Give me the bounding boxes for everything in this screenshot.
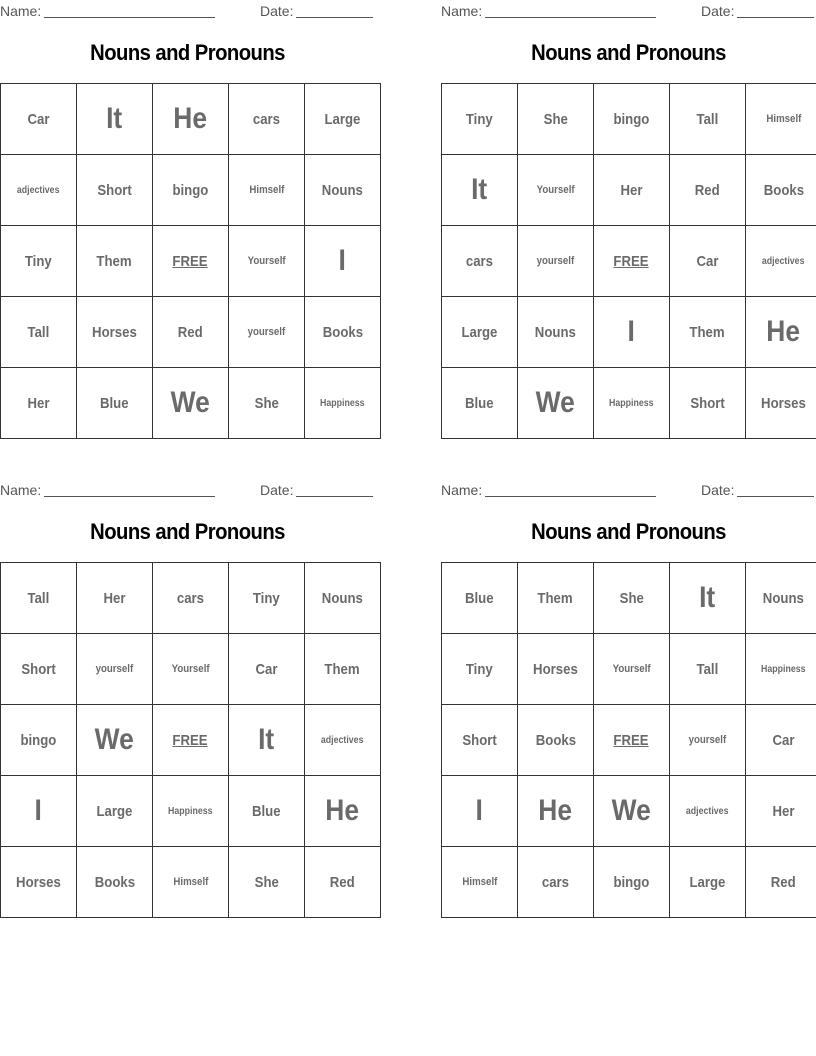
bingo-cell[interactable] (153, 776, 229, 847)
bingo-cell-word: FREE (613, 731, 650, 749)
bingo-cell-word: Books (535, 731, 576, 749)
bingo-cell[interactable] (1, 368, 77, 439)
bingo-cell[interactable] (1, 847, 77, 918)
bingo-cell[interactable] (442, 84, 518, 155)
bingo-cell[interactable] (746, 776, 816, 847)
bingo-cell[interactable] (1, 297, 77, 368)
grid-row (1, 155, 381, 226)
bingo-cell-word: Horses (533, 660, 578, 678)
bingo-cell[interactable] (670, 84, 746, 155)
bingo-cell[interactable] (518, 563, 594, 634)
date-blank[interactable] (296, 3, 373, 18)
bingo-cell[interactable] (77, 155, 153, 226)
bingo-cell-word: We (94, 723, 135, 756)
name-field (0, 3, 215, 19)
bingo-cell-word: We (170, 386, 211, 419)
bingo-cell-word: bingo (613, 873, 650, 891)
bingo-cell[interactable] (153, 368, 229, 439)
bingo-card-1 (0, 0, 375, 440)
bingo-cell[interactable] (229, 705, 305, 776)
name-field (441, 482, 656, 498)
bingo-cell[interactable] (77, 847, 153, 918)
bingo-cell-word: Short (462, 731, 497, 749)
bingo-cell-word: Books (763, 181, 804, 199)
bingo-cell-word: It (471, 173, 488, 206)
grid-row (442, 155, 816, 226)
grid-row (442, 368, 816, 439)
bingo-cell-word: Large (324, 110, 361, 128)
bingo-cell[interactable] (1, 634, 77, 705)
grid-row (442, 634, 816, 705)
grid-row (1, 634, 381, 705)
free-space-cell[interactable] (153, 226, 229, 297)
bingo-cell[interactable] (670, 368, 746, 439)
bingo-cell-word: It (699, 581, 716, 614)
bingo-cell[interactable] (670, 705, 746, 776)
bingo-cell[interactable] (746, 563, 816, 634)
bingo-cell[interactable] (305, 634, 381, 705)
date-label: Date: (701, 3, 735, 19)
bingo-cell[interactable] (442, 705, 518, 776)
bingo-cell[interactable] (442, 226, 518, 297)
bingo-cell[interactable] (153, 634, 229, 705)
bingo-cell[interactable] (670, 847, 746, 918)
bingo-cell-word: Blue (465, 589, 494, 607)
bingo-cell[interactable] (1, 705, 77, 776)
bingo-cell-word: yourself (95, 663, 134, 675)
bingo-cell-word: Them (324, 660, 361, 678)
bingo-cell-word: Car (255, 660, 278, 678)
grid-row (442, 226, 816, 297)
bingo-cell[interactable] (594, 776, 670, 847)
bingo-cell-word: Blue (100, 394, 129, 412)
bingo-cell-word: Her (772, 802, 795, 820)
bingo-cell[interactable] (518, 368, 594, 439)
bingo-cell[interactable] (1, 155, 77, 226)
bingo-cell-word: Yourself (247, 255, 286, 267)
bingo-cell[interactable] (229, 297, 305, 368)
bingo-cell[interactable] (746, 634, 816, 705)
bingo-cell-word: Himself (173, 876, 208, 888)
bingo-cell[interactable] (746, 847, 816, 918)
bingo-cell[interactable] (305, 368, 381, 439)
bingo-cell-word: Tiny (25, 252, 52, 270)
bingo-cell[interactable] (594, 297, 670, 368)
bingo-cell-word: Tall (27, 589, 50, 607)
bingo-cell[interactable] (518, 776, 594, 847)
bingo-cell-word: bingo (172, 181, 209, 199)
bingo-cell-word: Yourself (612, 663, 651, 675)
bingo-cell[interactable] (442, 155, 518, 226)
bingo-cell[interactable] (77, 634, 153, 705)
name-field (0, 482, 215, 498)
bingo-cell-word: FREE (613, 252, 650, 270)
bingo-cell[interactable] (305, 226, 381, 297)
bingo-cell-word: I (475, 794, 484, 827)
bingo-cell[interactable] (518, 84, 594, 155)
bingo-cell-word: Nouns (321, 589, 364, 607)
bingo-cell-word: It (258, 723, 275, 756)
bingo-cell[interactable] (305, 847, 381, 918)
bingo-cell-word: We (611, 794, 652, 827)
bingo-cell[interactable] (153, 155, 229, 226)
bingo-cell[interactable] (229, 563, 305, 634)
bingo-cell[interactable] (442, 297, 518, 368)
grid-row (1, 297, 381, 368)
bingo-cell-word: cars (176, 589, 205, 607)
bingo-cell[interactable] (229, 634, 305, 705)
bingo-cell-word: bingo (613, 110, 650, 128)
grid-row (442, 563, 816, 634)
name-blank[interactable] (44, 482, 215, 497)
bingo-cell-word: FREE (172, 252, 209, 270)
bingo-cell[interactable] (442, 847, 518, 918)
bingo-cell[interactable] (518, 226, 594, 297)
bingo-cell-word: Horses (761, 394, 806, 412)
bingo-cell-word: He (173, 102, 208, 135)
bingo-cell[interactable] (746, 155, 816, 226)
name-label: Name: (441, 482, 483, 498)
bingo-cell-word: He (325, 794, 360, 827)
bingo-cell-word: Nouns (321, 181, 364, 199)
card-title: Nouns and Pronouns (531, 40, 726, 65)
bingo-cell[interactable] (518, 297, 594, 368)
bingo-cell[interactable] (229, 368, 305, 439)
bingo-cell-word: Car (696, 252, 719, 270)
bingo-cell[interactable] (305, 155, 381, 226)
date-blank[interactable] (737, 3, 814, 18)
bingo-cell[interactable] (594, 84, 670, 155)
bingo-cell-word: Red (178, 323, 203, 341)
bingo-cell-word: Them (96, 252, 133, 270)
bingo-cell[interactable] (229, 155, 305, 226)
bingo-cell-word: Red (695, 181, 720, 199)
grid-row (1, 84, 381, 155)
bingo-cell-word: adjectives (321, 734, 364, 746)
name-label: Name: (0, 482, 42, 498)
bingo-cell[interactable] (77, 776, 153, 847)
bingo-cell-word: cars (541, 873, 570, 891)
bingo-cell-word: Nouns (534, 323, 577, 341)
bingo-cell-word: Large (461, 323, 498, 341)
bingo-cell[interactable] (77, 705, 153, 776)
bingo-grid (0, 562, 381, 918)
grid-row (1, 776, 381, 847)
bingo-cell[interactable] (1, 776, 77, 847)
bingo-card-2 (441, 0, 816, 440)
bingo-cell-word: Car (772, 731, 795, 749)
bingo-cell-word: We (535, 386, 576, 419)
bingo-cell-word: Himself (462, 876, 497, 888)
bingo-cell-word: I (34, 794, 43, 827)
bingo-cell-word: Happiness (168, 805, 213, 817)
bingo-cell-word: yourself (688, 734, 727, 746)
free-space-cell[interactable] (594, 226, 670, 297)
bingo-cell[interactable] (305, 84, 381, 155)
date-field (701, 482, 814, 498)
bingo-cell[interactable] (594, 563, 670, 634)
bingo-cell-word: yourself (247, 326, 286, 338)
bingo-cell-word: Tiny (466, 660, 493, 678)
bingo-cell[interactable] (153, 563, 229, 634)
bingo-cell[interactable] (153, 84, 229, 155)
bingo-cell[interactable] (77, 226, 153, 297)
bingo-cell-word: adjectives (762, 255, 805, 267)
name-label: Name: (0, 3, 42, 19)
bingo-cell[interactable] (670, 776, 746, 847)
bingo-cell-word: Large (96, 802, 133, 820)
bingo-cell-word: She (254, 394, 279, 412)
grid-row (442, 84, 816, 155)
grid-row (442, 705, 816, 776)
bingo-grid (441, 562, 816, 918)
bingo-cell-word: I (627, 315, 636, 348)
bingo-cell-word: Yourself (171, 663, 210, 675)
free-space-cell[interactable] (153, 705, 229, 776)
grid-row (1, 226, 381, 297)
bingo-cell[interactable] (442, 368, 518, 439)
bingo-cell[interactable] (305, 297, 381, 368)
grid-row (1, 368, 381, 439)
bingo-cell-word: adjectives (686, 805, 729, 817)
bingo-cell-word: adjectives (17, 184, 60, 196)
bingo-card-3 (0, 479, 375, 919)
grid-row (442, 776, 816, 847)
name-blank[interactable] (44, 3, 215, 18)
bingo-cell[interactable] (518, 847, 594, 918)
name-blank[interactable] (485, 482, 656, 497)
bingo-cell[interactable] (305, 705, 381, 776)
card-title: Nouns and Pronouns (90, 519, 285, 544)
date-field (260, 3, 373, 19)
bingo-cell[interactable] (1, 563, 77, 634)
bingo-cell-word: Tall (696, 660, 719, 678)
bingo-cell-word: Them (689, 323, 726, 341)
bingo-cell[interactable] (670, 226, 746, 297)
date-label: Date: (701, 482, 735, 498)
bingo-cell[interactable] (594, 368, 670, 439)
bingo-cell-word: Short (690, 394, 725, 412)
grid-row (1, 563, 381, 634)
date-label: Date: (260, 3, 294, 19)
date-blank[interactable] (296, 482, 373, 497)
bingo-cell[interactable] (442, 634, 518, 705)
bingo-cell-word: Her (103, 589, 126, 607)
bingo-cell[interactable] (518, 705, 594, 776)
bingo-cell[interactable] (77, 297, 153, 368)
bingo-grid (0, 83, 381, 439)
bingo-cell-word: Short (97, 181, 132, 199)
bingo-cell-word: Blue (465, 394, 494, 412)
date-blank[interactable] (737, 482, 814, 497)
bingo-cell[interactable] (229, 776, 305, 847)
bingo-cell[interactable] (746, 705, 816, 776)
date-label: Date: (260, 482, 294, 498)
bingo-cell-word: Books (322, 323, 363, 341)
bingo-cell-word: Car (27, 110, 50, 128)
bingo-cell[interactable] (518, 155, 594, 226)
bingo-cell[interactable] (746, 297, 816, 368)
bingo-cell-word: Red (330, 873, 355, 891)
bingo-cell-word: She (619, 589, 644, 607)
bingo-cell[interactable] (1, 226, 77, 297)
bingo-cell-word: Himself (249, 184, 284, 196)
bingo-cell-word: Tall (27, 323, 50, 341)
bingo-cell-word: bingo (20, 731, 57, 749)
bingo-cell[interactable] (518, 634, 594, 705)
bingo-cell-word: He (538, 794, 573, 827)
bingo-card-4 (441, 479, 816, 919)
bingo-cell[interactable] (229, 847, 305, 918)
bingo-cell[interactable] (594, 847, 670, 918)
bingo-cell[interactable] (77, 368, 153, 439)
bingo-cell[interactable] (670, 634, 746, 705)
bingo-cell[interactable] (77, 84, 153, 155)
name-label: Name: (441, 3, 483, 19)
bingo-cell[interactable] (442, 563, 518, 634)
bingo-cell[interactable] (153, 297, 229, 368)
bingo-cell-word: cars (252, 110, 281, 128)
bingo-cell-word: Horses (16, 873, 61, 891)
bingo-cell-word: She (254, 873, 279, 891)
date-field (701, 3, 814, 19)
bingo-cell-word: He (766, 315, 801, 348)
free-space-cell[interactable] (594, 705, 670, 776)
bingo-cell-word: Books (94, 873, 135, 891)
bingo-cell-word: It (106, 102, 123, 135)
bingo-cell-word: yourself (536, 255, 575, 267)
bingo-cell[interactable] (305, 776, 381, 847)
bingo-cell-word: Happiness (609, 397, 654, 409)
grid-row (1, 705, 381, 776)
bingo-cell[interactable] (670, 155, 746, 226)
bingo-cell[interactable] (1, 84, 77, 155)
bingo-cell[interactable] (594, 634, 670, 705)
grid-row (442, 297, 816, 368)
bingo-cell-word: Tiny (253, 589, 280, 607)
bingo-cell-word: Happiness (761, 663, 806, 675)
card-title: Nouns and Pronouns (531, 519, 726, 544)
bingo-cell[interactable] (594, 155, 670, 226)
bingo-cell-word: cars (465, 252, 494, 270)
bingo-cell-word: Blue (252, 802, 281, 820)
bingo-cell-word: Her (27, 394, 50, 412)
bingo-cell-word: She (543, 110, 568, 128)
bingo-cell[interactable] (746, 368, 816, 439)
bingo-cell-word: Them (537, 589, 574, 607)
bingo-cell-word: Himself (766, 113, 801, 125)
bingo-cell[interactable] (442, 776, 518, 847)
bingo-cell[interactable] (153, 847, 229, 918)
bingo-cell-word: Large (689, 873, 726, 891)
bingo-cell-word: FREE (172, 731, 209, 749)
bingo-cell[interactable] (746, 226, 816, 297)
name-blank[interactable] (485, 3, 656, 18)
bingo-cell-word: Yourself (536, 184, 575, 196)
bingo-cell-word: Tiny (466, 110, 493, 128)
bingo-cell-word: Her (620, 181, 643, 199)
grid-row (442, 847, 816, 918)
bingo-cell-word: Happiness (320, 397, 365, 409)
bingo-cell-word: Nouns (762, 589, 805, 607)
bingo-cell-word: Short (21, 660, 56, 678)
card-title: Nouns and Pronouns (90, 40, 285, 65)
bingo-cell[interactable] (305, 563, 381, 634)
bingo-cell-word: Horses (92, 323, 137, 341)
grid-row (1, 847, 381, 918)
bingo-cell[interactable] (670, 297, 746, 368)
bingo-cell[interactable] (229, 226, 305, 297)
bingo-cell-word: Tall (696, 110, 719, 128)
bingo-grid (441, 83, 816, 439)
name-field (441, 3, 656, 19)
bingo-cell[interactable] (670, 563, 746, 634)
bingo-cell[interactable] (746, 84, 816, 155)
date-field (260, 482, 373, 498)
bingo-cell-word: I (338, 244, 347, 277)
bingo-cell[interactable] (77, 563, 153, 634)
bingo-cell-word: Red (771, 873, 796, 891)
bingo-cell[interactable] (229, 84, 305, 155)
